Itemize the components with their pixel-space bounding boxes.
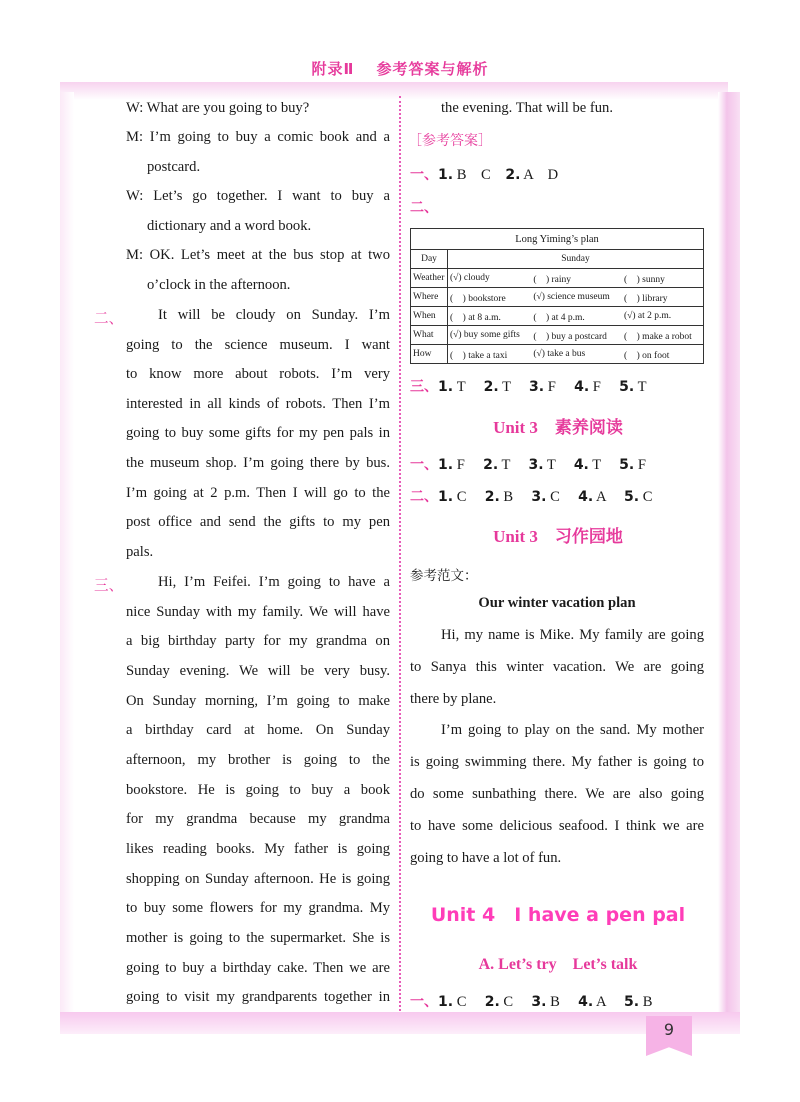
dialogue-line: M: I’m going to buy a comic book and a — [126, 129, 390, 145]
row-label: Where — [411, 288, 448, 307]
passage-line: afternoon, my brother is going to the — [126, 752, 390, 768]
dialogue-line: postcard. — [147, 159, 201, 175]
page-bottom-shadow — [60, 1012, 740, 1034]
answer-value: F — [592, 379, 601, 395]
table-header-sunday: Sunday — [448, 250, 704, 269]
passage-line: post office and send the gifts to my pen — [126, 514, 390, 530]
dialogue-line: M: OK. Let’s meet at the bus stop at two — [126, 247, 390, 263]
essay-line: there by plane. — [410, 691, 497, 707]
answer-value: F — [637, 457, 647, 473]
table-title: Long Yiming’s plan — [411, 229, 704, 250]
passage-line: nice Sunday with my family. We will have — [126, 604, 390, 620]
question-number: 3. — [531, 994, 547, 1010]
passage-line: going to the science museum. I want — [126, 337, 390, 353]
row-label: Weather — [411, 269, 448, 288]
passage-line: going to buy some gifts for my pen pals in — [126, 425, 390, 441]
passage-line: a big birthday party for my grandma on — [126, 633, 390, 649]
option-cell: ( ) bookstore — [448, 288, 532, 307]
table-row — [411, 269, 704, 288]
question-number: 3. — [528, 457, 544, 473]
option-cell: ( ) buy a postcard — [531, 326, 622, 345]
section-a-heading: A. Let’s try Let’s talk — [478, 956, 638, 973]
dialogue-line: dictionary and a word book. — [147, 218, 312, 234]
table-row — [411, 307, 704, 326]
passage-line: likes reading books. My father is going — [126, 841, 390, 857]
answer-value: T — [501, 457, 511, 473]
question-number: 5. — [624, 489, 640, 505]
option-cell: ( ) at 8 a.m. — [448, 307, 532, 326]
answer-value: T — [456, 379, 466, 395]
option-cell: ( ) sunny — [622, 269, 704, 288]
answer-row-2 — [410, 197, 438, 217]
answer-row-u4 — [410, 990, 652, 1011]
page-number: 9 — [663, 1020, 675, 1039]
passage-line: the evening. That will be fun. — [441, 100, 613, 116]
essay-title: Our winter vacation plan — [478, 595, 636, 611]
question-number: 4. — [574, 379, 590, 395]
section-label-3: 三、 — [94, 577, 124, 594]
option-cell: ( ) make a robot — [622, 326, 704, 345]
essay-line: to Sanya this winter vacation. We are going — [410, 659, 704, 675]
answer-value: T — [637, 379, 647, 395]
passage-line: for my grandma because my grandma — [126, 811, 390, 827]
option-cell: (√) science museum — [531, 288, 622, 307]
essay-line: is going swimming there. My father is going to — [410, 754, 704, 770]
question-number: 5. — [624, 994, 640, 1010]
essay-line: Hi, my name is Mike. My family are going — [441, 627, 704, 643]
answer-value: B — [550, 994, 560, 1010]
reference-answer-label: ［参考答案］ — [408, 133, 492, 149]
question-number: 2. — [484, 489, 500, 505]
answer-row-3 — [410, 375, 647, 396]
dialogue-line: o’clock in the afternoon. — [147, 277, 291, 293]
passage-line: mother is going to the supermarket. She is — [126, 930, 390, 946]
answer-value: C — [503, 994, 514, 1010]
option-cell: ( ) at 4 p.m. — [531, 307, 622, 326]
unit4-title: Unit 4 I have a pen pal — [430, 904, 686, 926]
answer-section-label: 一、 — [410, 994, 438, 1010]
answer-value: T — [502, 379, 511, 395]
option-cell: ( ) take a taxi — [448, 345, 532, 364]
question-number: 5. — [619, 379, 635, 395]
answer-value: B C — [456, 167, 491, 183]
row-label: When — [411, 307, 448, 326]
unit3-reading-heading: Unit 3 素养阅读 — [493, 418, 623, 437]
dialogue-line: W: Let’s go together. I want to buy a — [126, 188, 390, 204]
passage-line: bookstore. He is going to buy a book — [126, 782, 390, 798]
unit3-writing-heading: Unit 3 习作园地 — [493, 527, 623, 546]
passage-line: Sunday evening. We will be very busy. — [126, 663, 390, 679]
question-number: 4. — [578, 489, 594, 505]
answer-row-r1 — [410, 453, 646, 474]
option-cell: (√) cloudy — [448, 269, 532, 288]
answer-section-label: 二、 — [410, 489, 438, 505]
plan-table — [410, 228, 704, 364]
question-number: 2. — [483, 379, 499, 395]
answer-value: T — [592, 457, 601, 473]
table-row — [411, 288, 704, 307]
answer-value: B — [642, 994, 653, 1010]
answer-row-1 — [410, 163, 558, 184]
passage-line: going to buy a birthday cake. Then we are — [126, 960, 390, 976]
answer-value: T — [546, 457, 556, 473]
answer-value: F — [547, 379, 556, 395]
question-number: 1. — [438, 379, 454, 395]
question-number: 3. — [531, 489, 547, 505]
answer-value: C — [456, 489, 467, 505]
answer-value: F — [456, 457, 465, 473]
question-number: 5. — [619, 457, 635, 473]
question-number: 1. — [438, 167, 454, 183]
answer-value: C — [642, 489, 653, 505]
passage-line: shopping on Sunday afternoon. He is going — [126, 871, 390, 887]
passage-line: I’m going at 2 p.m. Then I will go to the — [126, 485, 390, 501]
answer-value: A — [596, 994, 606, 1010]
essay-line: I’m going to play on the sand. My mother — [441, 722, 704, 738]
question-number: 4. — [578, 994, 594, 1010]
answer-value: A D — [523, 167, 559, 183]
passage-line: to know more about robots. I’m very — [126, 366, 390, 382]
question-number: 2. — [484, 994, 500, 1010]
passage-line: the museum shop. I’m going there by bus. — [126, 455, 390, 471]
answer-value: A — [596, 489, 606, 505]
option-cell: (√) at 2 p.m. — [622, 307, 704, 326]
table-row — [411, 345, 704, 364]
sample-essay-label: 参考范文： — [410, 568, 478, 584]
question-number: 3. — [528, 379, 545, 395]
essay-line: to have some delicious seafood. I think we are — [410, 818, 704, 834]
passage-line: It will be cloudy on Sunday. I’m — [158, 307, 390, 323]
passage-line: to buy some flowers for my grandma. My — [126, 900, 390, 916]
answer-value: C — [456, 994, 467, 1010]
question-number: 4. — [573, 457, 589, 473]
row-label: How — [411, 345, 448, 364]
option-cell: ( ) library — [622, 288, 704, 307]
column-divider — [399, 96, 401, 1011]
passage-line: pals. — [126, 544, 154, 560]
table-header-day: Day — [411, 250, 448, 269]
question-number: 1. — [438, 457, 454, 473]
essay-line: going to have a lot of fun. — [410, 850, 562, 866]
passage-line: Hi, I’m Feifei. I’m going to have a — [158, 574, 390, 590]
answer-section-label: 一、 — [410, 457, 438, 473]
section-label-2: 二、 — [94, 310, 124, 327]
answer-section-label: 一、 — [410, 167, 438, 183]
answer-row-r2 — [410, 485, 652, 506]
question-number: 1. — [438, 994, 454, 1010]
answer-section-label: 二、 — [410, 200, 438, 216]
option-cell: (√) take a bus — [531, 345, 622, 364]
essay-line: do some sunbathing there. We are also going — [410, 786, 704, 802]
running-header — [0, 58, 800, 79]
option-cell: ( ) on foot — [622, 345, 704, 364]
header-appendix: 附录Ⅱ — [311, 60, 355, 78]
page-top-shade — [60, 82, 728, 100]
question-number: 1. — [438, 489, 454, 505]
dialogue-line: W: What are you going to buy? — [126, 100, 310, 116]
row-label: What — [411, 326, 448, 345]
question-number: 2. — [483, 457, 499, 473]
passage-line: a birthday card at home. On Sunday — [126, 722, 390, 738]
page-left-shade — [60, 92, 74, 1027]
answer-value: C — [550, 489, 560, 505]
header-title: 参考答案与解析 — [376, 60, 489, 78]
passage-line: On Sunday morning, I’m going to make — [126, 693, 390, 709]
passage-line: going to visit my grandparents together in — [126, 989, 390, 1005]
answer-section-label: 三、 — [410, 379, 438, 395]
question-number: 2. — [505, 167, 521, 183]
option-cell: (√) buy some gifts — [448, 326, 532, 345]
page-right-shadow — [718, 92, 740, 1030]
table-row — [411, 326, 704, 345]
answer-value: B — [503, 489, 514, 505]
passage-line: interested in all kinds of robots. Then I’m — [126, 396, 390, 412]
option-cell: ( ) rainy — [531, 269, 622, 288]
